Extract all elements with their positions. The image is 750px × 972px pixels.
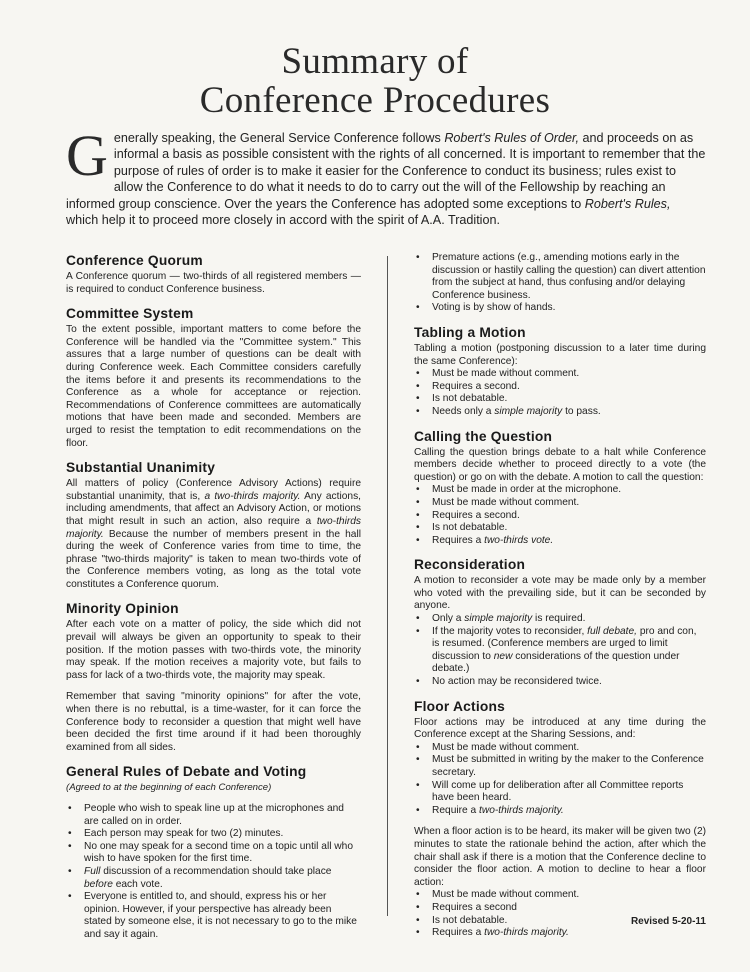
list-item: • Must be made without comment. — [414, 889, 706, 902]
list-item: • Requires a second. — [414, 510, 706, 523]
heading-substantial-unanimity: Substantial Unanimity — [66, 460, 216, 476]
list-item-text: discussion of a recommendation should take place — [100, 865, 332, 877]
list-item-text: each vote. — [112, 878, 163, 890]
list-item: • Each person may speak for two (2) minutes. — [66, 828, 361, 841]
list-item: • No one may speak for a second time on a topic until all who wish to have spoken for the first time. — [66, 841, 361, 866]
list-item: • Is not debatable. — [414, 393, 706, 406]
left-column — [66, 252, 361, 951]
column-divider — [387, 256, 388, 916]
list-item — [414, 406, 706, 419]
minority-text-1: After each vote on a matter of policy, the side which did not prevail will always be given an opportunity to speak to their position. If the motion passes with two-thirds vote, the minority may speak. If the motion receives a majority vote, but fails to pass for lack of a two-thirds vote, the majority may speak. — [66, 619, 361, 681]
list-item: • Is not debatable. — [414, 522, 706, 535]
list-item-text: If the majority votes to reconsider, — [432, 625, 588, 637]
list-item: • Requires a second. — [414, 381, 706, 394]
heading-floor-actions: Floor Actions — [414, 698, 505, 714]
unanimity-text-1: All matters of policy (Conference Advisory Actions) require substantial unanimity, that is, — [66, 478, 361, 502]
heading-committee-system: Committee System — [66, 306, 194, 322]
floor-decline-list — [414, 889, 706, 939]
reconsideration-list — [414, 613, 706, 689]
list-item-text: Needs only a — [432, 405, 495, 417]
list-item: • Must be made in order at the microphone. — [414, 484, 706, 497]
list-item: • Must be made without comment. — [414, 497, 706, 510]
list-item — [414, 535, 706, 548]
list-item-text: Require a — [432, 804, 480, 816]
list-item — [414, 626, 706, 676]
list-item: • People who wish to speak line up at the microphones and are called on in order. — [66, 803, 361, 828]
list-item-italic: Full — [84, 865, 101, 877]
list-item-italic: simple majority — [464, 613, 533, 625]
list-item: • Must be made without comment. — [414, 368, 706, 381]
title-line-2: Conference Procedures — [199, 80, 551, 121]
list-item: • Must be made without comment. — [414, 742, 706, 755]
floor-text: Floor actions may be introduced at any time during the Conference except at the Sharing Sessions, and: — [414, 716, 706, 741]
quorum-text: A Conference quorum — two-thirds of all registered members — is required to conduct Conference business. — [66, 271, 361, 295]
list-item: • Premature actions (e.g., amending motions early in the discussion or hastily calling the question) can divert attention from the subject at hand, thus confusing and/or delaying Conference business. — [414, 252, 706, 302]
intro-roberts-rules: Robert's Rules of Order, — [444, 131, 580, 145]
list-item-text: considerations of the question under debate.) — [432, 650, 680, 675]
title-line-1: Summary of — [281, 41, 469, 82]
heading-tabling-motion: Tabling a Motion — [414, 324, 526, 340]
general-rules-list-continued — [414, 252, 706, 315]
intro-text-2: and proceeds on as informal a basis as possible consistent with the rights of all concerned. It is important to remember that the purpose of rules of order is to make it easier for the Conference to conduct its business; rules exist to allow the Conference to do what it needs to do to carry out the will of the Fellowship by reaching an informed group conscience. Over the years the Conference has adopted some exceptions to — [66, 131, 706, 211]
heading-minority-opinion: Minority Opinion — [66, 601, 179, 617]
list-item: • Everyone is entitled to, and should, express his or her opinion. However, if your perspective has already been stated by someone else, it is not necessary to go to the mike and say it again. — [66, 891, 361, 941]
unanimity-text — [66, 478, 361, 591]
tabling-list — [414, 368, 706, 418]
list-item-italic: full debate, — [587, 625, 637, 637]
list-item-text: Requires a — [432, 927, 485, 939]
list-item: • Requires a second — [414, 902, 706, 915]
unanimity-italic-1: a two-thirds majority. — [204, 490, 301, 502]
heading-calling-question: Calling the Question — [414, 428, 553, 444]
intro-text-1: enerally speaking, the General Service Conference follows — [113, 131, 445, 145]
reconsideration-text: A motion to reconsider a vote may be made only by a member who voted with the prevailing side, but it can be seconded by anyone. — [414, 575, 706, 612]
list-item-italic: before — [84, 878, 113, 890]
unanimity-italic-2: two-thirds majority. — [66, 515, 361, 540]
list-item-italic: two-thirds vote. — [484, 534, 554, 546]
list-item: • Voting is by show of hands. — [414, 302, 706, 315]
list-item-italic: two-thirds majority. — [484, 927, 569, 939]
floor-list — [414, 742, 706, 818]
list-item: • Is not debatable. — [414, 915, 706, 928]
list-item — [414, 927, 706, 940]
drop-cap: G — [66, 123, 108, 188]
intro-paragraph — [66, 123, 706, 228]
heading-reconsideration: Reconsideration — [414, 557, 526, 573]
list-item-text: is required. — [532, 613, 586, 625]
list-item — [414, 805, 706, 818]
minority-text-2: Remember that saving "minority opinions" for after the vote, when there is no rebuttal, is a time-waster, for it can force the Conference body to reconsider a question that might well have been decided the first time around if it had been thoroughly examined from all sides. — [66, 691, 361, 753]
calling-text: Calling the question brings debate to a halt while Conference members decide whether to proceed directly to a vote (the question) or go on with the debate. A motion to call the question: — [414, 446, 706, 483]
intro-text-3: which help it to proceed more closely in accord with the spirit of A.A. Tradition. — [66, 213, 500, 228]
general-rules-subtitle: (Agreed to at the beginning of each Conference) — [66, 782, 272, 794]
calling-list — [414, 484, 706, 547]
list-item-text: Requires a — [432, 534, 485, 546]
intro-roberts-rules-2: Robert's Rules, — [584, 196, 671, 211]
list-item — [66, 866, 361, 891]
unanimity-text-2: Any actions, including amendments, that affect an Advisory Action, or motions that might result in such an action, also require a — [66, 490, 361, 527]
heading-conference-quorum: Conference Quorum — [66, 253, 203, 268]
list-item: • No action may be reconsidered twice. — [414, 676, 706, 689]
revision-date: Revised 5-20-11 — [630, 916, 706, 927]
right-column — [414, 252, 706, 949]
page-title — [0, 42, 750, 120]
general-rules-list — [66, 803, 361, 942]
list-item-italic: two-thirds majority. — [479, 804, 564, 816]
tabling-text: Tabling a motion (postponing discussion to a later time during the same Conference): — [414, 342, 706, 367]
list-item-text: Only a — [432, 613, 465, 625]
list-item-text: pro and con, is resumed. (Conference members are urged to limit discussion to — [432, 625, 697, 662]
list-item-italic: new — [493, 650, 513, 662]
heading-general-rules: General Rules of Debate and Voting — [66, 764, 307, 780]
committee-text: To the extent possible, important matters to come before the Conference will be handled via the "Committee system." This assures that a large number of questions can be dealt with during Conference week. Each Committee considers carefully the items before it and presents its recommendations to the Conference as a whole for acceptance or rejection. Recommendations of Conference committees are automatically motions that have been made and seconded. Members are urged to resist the temptation to edit recommendations on the floor. — [66, 324, 361, 449]
unanimity-text-3: Because the number of members present in the hall during the week of Conference varies from time to time, the phrase "two-thirds majority" is taken to mean two-thirds vote of the Conference members voting, as long as the total vote constitutes a Conference quorum. — [66, 528, 361, 590]
floor-text-2: When a floor action is to be heard, its maker will be given two (2) minutes to state the rationale behind the action, after which the chair shall ask if there is a motion that the Conference decline to consider the floor action. A motion to decline to hear a floor action: — [414, 826, 706, 888]
list-item — [414, 613, 706, 626]
list-item-italic: simple majority — [494, 405, 563, 417]
list-item-text: to pass. — [562, 405, 601, 417]
list-item: • Must be submitted in writing by the maker to the Conference secretary. — [414, 754, 706, 779]
list-item: • Will come up for deliberation after all Committee reports have been heard. — [414, 780, 706, 805]
